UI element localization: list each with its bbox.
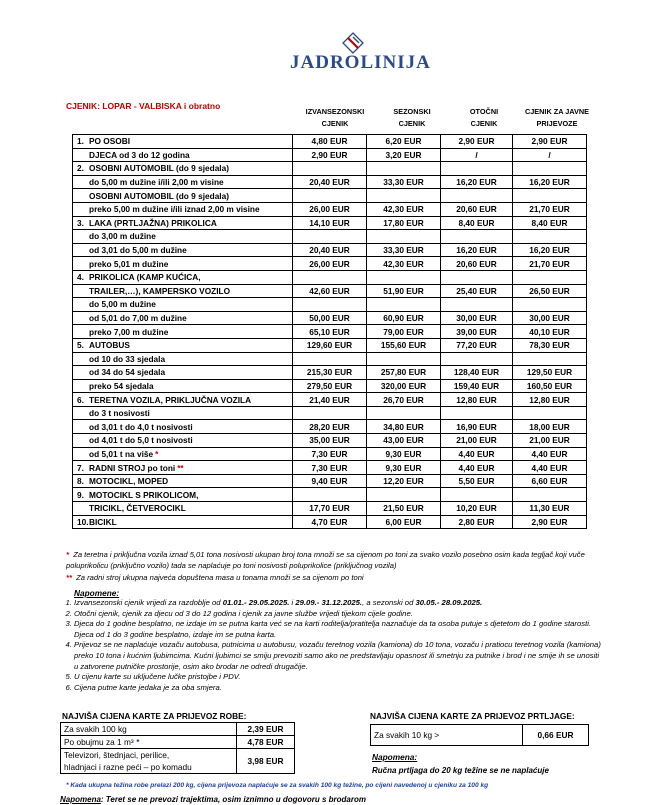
price-cell: 17,70 EUR	[293, 502, 367, 516]
price-cell	[441, 189, 513, 203]
price-cell: 21,70 EUR	[513, 257, 587, 271]
price-row	[73, 366, 587, 380]
price-row-label: OSOBNI AUTOMOBIL (do 9 sjedala)	[73, 189, 293, 203]
price-cell	[441, 488, 513, 502]
price-cell: 4,40 EUR	[513, 447, 587, 461]
price-cell: 215,30 EUR	[293, 366, 367, 380]
price-row-label: od 4,01 t do 5,0 t nosivosti	[73, 434, 293, 448]
price-cell: 16,20 EUR	[513, 243, 587, 257]
price-cell: 20,60 EUR	[441, 202, 513, 216]
price-cell: 9,30 EUR	[367, 447, 441, 461]
price-cell: 43,00 EUR	[367, 434, 441, 448]
price-cell: 129,60 EUR	[293, 338, 367, 352]
price-cell: 2,90 EUR	[513, 515, 587, 529]
price-row-label: 2. OSOBNI AUTOMOBIL (do 9 sjedala)	[73, 162, 293, 176]
napomena-item: 4. Prijevoz se ne naplaćuje vozaču autobusa, putnicima u autobusu, vozaču teretnog vozila (kamiona) do 10 tona, vozaču i pratiocu teretnog vozila (kamiona) preko 10 tona i kućnim ljubimcima. Kućni ljubimci se smiju prevoziti samo ako ne predstavljaju opasnost ili smetnju za putnike i brod i ne smije ih se unositi u zatvorene putničke prostorije, osim ako brodar ne odredi drugačije.	[74, 640, 604, 672]
price-row	[73, 379, 587, 393]
napomena-item: 1. Izvansezonski cjenik vrijedi za razdoblje od 01.01.- 29.05.2025. i 29.09.- 31.12.2025., a sezonski od 30.05.- 28.09.2025.	[74, 598, 604, 609]
price-cell: 20,40 EUR	[293, 175, 367, 189]
price-row-label: 7. RADNI STROJ po toni **	[73, 461, 293, 475]
price-cell	[513, 270, 587, 284]
price-cell	[293, 270, 367, 284]
price-row	[73, 135, 587, 149]
price-row	[73, 420, 587, 434]
price-cell: 160,50 EUR	[513, 379, 587, 393]
price-cell: 28,20 EUR	[293, 420, 367, 434]
price-cell	[367, 298, 441, 312]
price-cell: 51,90 EUR	[367, 284, 441, 298]
price-row-label: od 5,01 t na više *	[73, 447, 293, 461]
price-cell	[513, 162, 587, 176]
price-row-label: 3. LAKA (PRTLJAŽNA) PRIKOLICA	[73, 216, 293, 230]
price-row-label: 5. AUTOBUS	[73, 338, 293, 352]
price-row-label: preko 54 sjedala	[73, 379, 293, 393]
price-row-label: preko 7,00 m dužine	[73, 325, 293, 339]
price-cell: 279,50 EUR	[293, 379, 367, 393]
price-row-label: 4. PRIKOLICA (KAMP KUĆICA,	[73, 270, 293, 284]
price-row	[73, 148, 587, 162]
price-cell: 8,40 EUR	[513, 216, 587, 230]
price-row-label: TRICIKL, ČETVEROCIKL	[73, 502, 293, 516]
price-row	[73, 434, 587, 448]
price-cell: 2,90 EUR	[513, 135, 587, 149]
robe-table	[60, 722, 295, 774]
price-cell: 16,20 EUR	[441, 175, 513, 189]
price-row	[73, 447, 587, 461]
price-cell: /	[513, 148, 587, 162]
prtljaga-note: Ručna prtljaga do 20 kg težine se ne naplaćuje	[372, 766, 549, 775]
price-row-label: 9. MOTOCIKL S PRIKOLICOM,	[73, 488, 293, 502]
price-cell: 16,20 EUR	[513, 175, 587, 189]
column-header-sezonski: SEZONSKI CJENIK	[393, 107, 431, 128]
price-cell: 4,40 EUR	[441, 461, 513, 475]
price-row	[73, 393, 587, 407]
price-cell: 77,20 EUR	[441, 338, 513, 352]
price-row	[73, 488, 587, 502]
table-row: Po obujmu za 1 m³ * 4,78 EUR	[61, 736, 295, 749]
price-cell: 320,00 EUR	[367, 379, 441, 393]
price-row	[73, 515, 587, 529]
price-cell	[293, 352, 367, 366]
price-cell: 26,70 EUR	[367, 393, 441, 407]
price-cell: 20,40 EUR	[293, 243, 367, 257]
price-row-label: DJECA od 3 do 12 godina	[73, 148, 293, 162]
price-row-label: od 5,01 do 7,00 m dužine	[73, 311, 293, 325]
price-cell: 21,00 EUR	[441, 434, 513, 448]
price-cell: 155,60 EUR	[367, 338, 441, 352]
price-cell	[367, 270, 441, 284]
price-cell: 11,30 EUR	[513, 502, 587, 516]
price-cell: 7,30 EUR	[293, 447, 367, 461]
price-cell	[367, 189, 441, 203]
price-cell: 6,20 EUR	[367, 135, 441, 149]
price-cell: 21,70 EUR	[513, 202, 587, 216]
price-row-label: preko 5,00 m dužine i/ili iznad 2,00 m visine	[73, 202, 293, 216]
price-cell: 2,90 EUR	[293, 148, 367, 162]
price-row-label: 1. PO OSOBI	[73, 135, 293, 149]
price-cell	[441, 270, 513, 284]
price-cell: 26,00 EUR	[293, 202, 367, 216]
price-table	[72, 134, 587, 529]
price-row-label: do 3,00 m dužine	[73, 230, 293, 244]
price-cell: 39,00 EUR	[441, 325, 513, 339]
price-cell: 79,00 EUR	[367, 325, 441, 339]
price-cell	[293, 189, 367, 203]
price-row	[73, 216, 587, 230]
price-row	[73, 352, 587, 366]
price-cell: 34,80 EUR	[367, 420, 441, 434]
price-cell: 25,40 EUR	[441, 284, 513, 298]
price-cell: 18,00 EUR	[513, 420, 587, 434]
price-cell: 65,10 EUR	[293, 325, 367, 339]
napomene-list	[60, 598, 604, 693]
price-cell	[367, 230, 441, 244]
price-cell: /	[441, 148, 513, 162]
price-cell: 30,00 EUR	[513, 311, 587, 325]
price-cell	[513, 298, 587, 312]
price-cell	[367, 406, 441, 420]
price-cell	[367, 488, 441, 502]
price-row	[73, 202, 587, 216]
napomena-item: 2. Otočni cjenik, cjenik za djecu od 3 do 12 godina i cjenik za javne službe vrijedi tijekom cijele godine.	[74, 609, 604, 620]
napomena-item: 3. Djeca do 1 godine besplatno, ne izdaje im se putna karta već se na karti roditelja/pratitelja naznačuje da ta osoba putuje s djetetom do 1 godine starosti. Djeca od 1 do 3 godine besplatno, izdaje im se putna karta.	[74, 619, 604, 640]
napomena-item: 6. Cijena putne karte jedaka je za oba smjera.	[74, 683, 604, 694]
napomene-heading: Napomene:	[74, 588, 120, 598]
price-cell	[367, 352, 441, 366]
price-cell	[513, 352, 587, 366]
price-cell	[441, 162, 513, 176]
price-cell: 42,30 EUR	[367, 202, 441, 216]
column-header-izvansezonski: IZVANSEZONSKI CJENIK	[305, 107, 365, 128]
price-cell: 21,00 EUR	[513, 434, 587, 448]
price-cell: 2,80 EUR	[441, 515, 513, 529]
price-row-label: od 3,01 t do 4,0 t nosivosti	[73, 420, 293, 434]
price-cell: 128,40 EUR	[441, 366, 513, 380]
price-cell	[513, 406, 587, 420]
price-cell: 60,90 EUR	[367, 311, 441, 325]
price-cell: 3,20 EUR	[367, 148, 441, 162]
price-cell: 78,30 EUR	[513, 338, 587, 352]
footnote-teretna: * Za teretna i priključna vozila iznad 5,01 tona nosivosti ukupan broj tona množi se sa cijenom po toni za svako vozilo posebno osim kada tegljač koji vuče poluprikolicu (priključno vozilo) tada se naplaćuje po toni nosivosti poluprikolice (priključnog vozila)	[66, 550, 585, 570]
price-cell: 42,60 EUR	[293, 284, 367, 298]
price-row	[73, 406, 587, 420]
price-cell: 40,10 EUR	[513, 325, 587, 339]
price-row-label: 10.BICIKL	[73, 515, 293, 529]
price-cell	[293, 298, 367, 312]
price-row-label: od 10 do 33 sjedala	[73, 352, 293, 366]
price-cell: 9,40 EUR	[293, 474, 367, 488]
price-cell: 129,50 EUR	[513, 366, 587, 380]
logo-mark-icon	[342, 32, 364, 54]
price-cell	[367, 162, 441, 176]
page-title: CJENIK: LOPAR - VALBISKA i obratno	[66, 101, 221, 111]
price-row	[73, 270, 587, 284]
price-row-label: 8. MOTOCIKL, MOPED	[73, 474, 293, 488]
price-cell	[441, 298, 513, 312]
price-row	[73, 175, 587, 189]
price-cell: 159,40 EUR	[441, 379, 513, 393]
price-cell: 4,40 EUR	[441, 447, 513, 461]
price-cell: 8,40 EUR	[441, 216, 513, 230]
prtljaga-heading: NAJVIŠA CIJENA KARTE ZA PRIJEVOZ PRTLJAGE:	[370, 711, 575, 721]
price-cell	[293, 230, 367, 244]
price-row	[73, 243, 587, 257]
price-cell	[441, 406, 513, 420]
price-cell: 14,10 EUR	[293, 216, 367, 230]
price-cell: 2,90 EUR	[441, 135, 513, 149]
price-cell: 6,60 EUR	[513, 474, 587, 488]
price-row-label: TRAILER,…), KAMPERSKO VOZILO	[73, 284, 293, 298]
price-row-label: do 3 t nosivosti	[73, 406, 293, 420]
price-cell: 12,20 EUR	[367, 474, 441, 488]
price-cell: 30,00 EUR	[441, 311, 513, 325]
price-cell: 20,60 EUR	[441, 257, 513, 271]
price-cell: 33,30 EUR	[367, 175, 441, 189]
price-row-label: 6. TERETNA VOZILA, PRIKLJUČNA VOZILA	[73, 393, 293, 407]
price-cell: 26,00 EUR	[293, 257, 367, 271]
price-cell: 26,50 EUR	[513, 284, 587, 298]
price-row	[73, 474, 587, 488]
bottom-note: Napomena: Teret se ne prevozi trajektima, osim iznimno u dogovoru s brodarom	[60, 795, 366, 804]
price-row	[73, 257, 587, 271]
price-row-label: do 5,00 m dužine	[73, 298, 293, 312]
price-row	[73, 162, 587, 176]
price-cell: 21,40 EUR	[293, 393, 367, 407]
column-header-otocni: OTOČNI CJENIK	[469, 107, 499, 128]
price-row	[73, 338, 587, 352]
price-cell: 4,80 EUR	[293, 135, 367, 149]
price-cell	[441, 230, 513, 244]
prtljaga-note-title: Napomena:	[372, 752, 418, 762]
price-row	[73, 325, 587, 339]
price-row-label: od 34 do 54 sjedala	[73, 366, 293, 380]
price-cell: 17,80 EUR	[367, 216, 441, 230]
brand-name: JADROLINIJA	[290, 52, 431, 73]
price-cell	[513, 189, 587, 203]
price-row-label: od 3,01 do 5,00 m dužine	[73, 243, 293, 257]
price-cell	[293, 162, 367, 176]
price-row	[73, 284, 587, 298]
table-row: Za svakih 100 kg 2,39 EUR	[61, 723, 295, 736]
prtljaga-table	[370, 724, 589, 746]
price-cell: 42,30 EUR	[367, 257, 441, 271]
price-cell: 50,00 EUR	[293, 311, 367, 325]
robe-weight-note: * Kada ukupna težina robe prelazi 200 kg, cijena prijevoza naplaćuje se za svakih 100 kg težine, po cijeni navedenoj u cjeniku za 100 kg	[66, 782, 489, 789]
column-header-javni: CJENIK ZA JAVNE PRIJEVOZE	[524, 107, 590, 128]
price-cell: 7,30 EUR	[293, 461, 367, 475]
price-cell: 35,00 EUR	[293, 434, 367, 448]
price-row	[73, 298, 587, 312]
price-cell: 12,80 EUR	[441, 393, 513, 407]
price-cell: 4,40 EUR	[513, 461, 587, 475]
price-cell	[513, 230, 587, 244]
footnote-radni-stroj: ** Za radni stroj ukupna najveća dopuštena masa u tonama množi se sa cijenom po toni	[66, 573, 364, 582]
price-cell: 9,30 EUR	[367, 461, 441, 475]
price-cell: 10,20 EUR	[441, 502, 513, 516]
table-row: Za svakih 10 kg > 0,66 EUR	[371, 725, 589, 746]
price-row	[73, 311, 587, 325]
price-cell: 21,50 EUR	[367, 502, 441, 516]
price-cell	[293, 488, 367, 502]
table-row: Televizori, štednjaci, perilice, hladnjaci i razne peći – po komadu 3,98 EUR	[61, 749, 295, 774]
price-cell: 5,50 EUR	[441, 474, 513, 488]
robe-heading: NAJVIŠA CIJENA KARTE ZA PRIJEVOZ ROBE:	[62, 711, 247, 721]
price-row-label: preko 5,01 m dužine	[73, 257, 293, 271]
price-cell: 16,90 EUR	[441, 420, 513, 434]
price-cell: 4,70 EUR	[293, 515, 367, 529]
price-row	[73, 230, 587, 244]
price-cell	[293, 406, 367, 420]
price-cell	[513, 488, 587, 502]
price-row	[73, 502, 587, 516]
price-cell	[441, 352, 513, 366]
price-cell: 16,20 EUR	[441, 243, 513, 257]
price-row-label: do 5,00 m dužine i/ili 2,00 m visine	[73, 175, 293, 189]
price-cell: 33,30 EUR	[367, 243, 441, 257]
price-cell: 12,80 EUR	[513, 393, 587, 407]
price-row	[73, 461, 587, 475]
price-row	[73, 189, 587, 203]
jadrolinija-logo	[290, 28, 431, 78]
price-cell: 257,80 EUR	[367, 366, 441, 380]
price-cell: 6,00 EUR	[367, 515, 441, 529]
napomena-item: 5. U cijenu karte su uključene lučke pristojbe i PDV.	[74, 672, 604, 683]
